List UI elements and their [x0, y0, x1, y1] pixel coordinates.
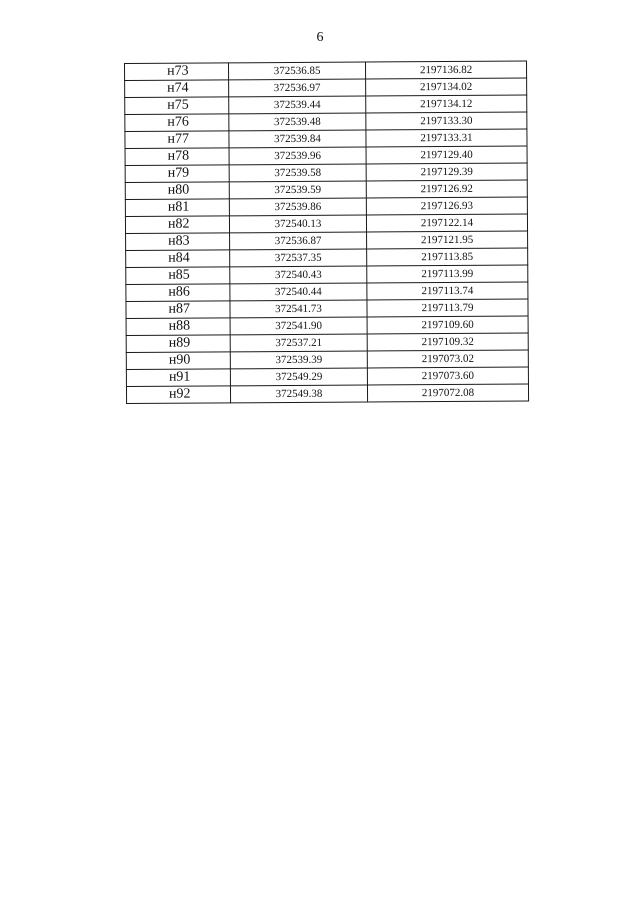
- table-row: [125, 112, 527, 131]
- point-name-cell: н75: [125, 97, 229, 115]
- table-row: [126, 384, 528, 403]
- y-coordinate-cell: 2197121.95: [367, 231, 528, 249]
- page-number: 6: [316, 30, 324, 45]
- point-name-cell: н82: [125, 216, 229, 234]
- table-row: [126, 231, 528, 250]
- point-name-cell: н85: [126, 267, 230, 285]
- x-coordinate-cell: 372539.44: [229, 96, 366, 114]
- point-name-cell: н90: [126, 352, 230, 370]
- x-coordinate-cell: 372541.73: [230, 300, 367, 318]
- point-name-cell: н87: [126, 301, 230, 319]
- point-name-cell: н84: [126, 250, 230, 268]
- table-row: [126, 248, 528, 267]
- table-row: [125, 61, 527, 80]
- x-coordinate-cell: 372549.38: [230, 385, 367, 403]
- x-coordinate-cell: 372549.29: [230, 368, 367, 386]
- table-row: [125, 180, 527, 199]
- y-coordinate-cell: 2197109.32: [367, 333, 528, 351]
- y-coordinate-cell: 2197113.79: [367, 299, 528, 317]
- table-row: [125, 163, 527, 182]
- coordinates-table-body: [125, 61, 529, 403]
- y-coordinate-cell: 2197133.31: [366, 129, 527, 147]
- table-row: [126, 333, 528, 352]
- table-row: [126, 282, 528, 301]
- y-coordinate-cell: 2197134.12: [366, 95, 527, 113]
- point-name-cell: н73: [125, 63, 229, 81]
- x-coordinate-cell: 372539.48: [229, 113, 366, 131]
- y-coordinate-cell: 2197072.08: [367, 384, 528, 402]
- point-name-cell: н92: [126, 386, 230, 404]
- coordinates-table: [124, 61, 529, 404]
- point-name-cell: н86: [126, 284, 230, 302]
- x-coordinate-cell: 372540.43: [230, 266, 367, 284]
- point-name-cell: н80: [125, 182, 229, 200]
- x-coordinate-cell: 372536.85: [229, 62, 366, 80]
- y-coordinate-cell: 2197122.14: [366, 214, 527, 232]
- y-coordinate-cell: 2197129.40: [366, 146, 527, 164]
- x-coordinate-cell: 372539.39: [230, 351, 367, 369]
- x-coordinate-cell: 372540.44: [230, 283, 367, 301]
- point-name-cell: н76: [125, 114, 229, 132]
- x-coordinate-cell: 372537.35: [230, 249, 367, 267]
- y-coordinate-cell: 2197113.74: [367, 282, 528, 300]
- table-row: [126, 265, 528, 284]
- table-row: [125, 214, 527, 233]
- point-name-cell: н89: [126, 335, 230, 353]
- y-coordinate-cell: 2197113.85: [367, 248, 528, 266]
- point-name-cell: н79: [125, 165, 229, 183]
- x-coordinate-cell: 372537.21: [230, 334, 367, 352]
- table-row: [125, 129, 527, 148]
- table-row: [126, 299, 528, 318]
- y-coordinate-cell: 2197126.93: [366, 197, 527, 215]
- x-coordinate-cell: 372536.87: [230, 232, 367, 250]
- x-coordinate-cell: 372539.59: [229, 181, 366, 199]
- x-coordinate-cell: 372541.90: [230, 317, 367, 335]
- point-name-cell: н83: [126, 233, 230, 251]
- y-coordinate-cell: 2197133.30: [366, 112, 527, 130]
- y-coordinate-cell: 2197134.02: [366, 78, 527, 96]
- y-coordinate-cell: 2197126.92: [366, 180, 527, 198]
- point-name-cell: н88: [126, 318, 230, 336]
- point-name-cell: н78: [125, 148, 229, 166]
- point-name-cell: н77: [125, 131, 229, 149]
- x-coordinate-cell: 372539.96: [229, 147, 366, 165]
- y-coordinate-cell: 2197129.39: [366, 163, 527, 181]
- point-name-cell: н74: [125, 80, 229, 98]
- x-coordinate-cell: 372536.97: [229, 79, 366, 97]
- table-row: [126, 316, 528, 335]
- table-row: [125, 146, 527, 165]
- x-coordinate-cell: 372540.13: [229, 215, 366, 233]
- y-coordinate-cell: 2197113.99: [367, 265, 528, 283]
- y-coordinate-cell: 2197136.82: [365, 61, 526, 79]
- y-coordinate-cell: 2197073.60: [367, 367, 528, 385]
- point-name-cell: н81: [125, 199, 229, 217]
- table-row: [125, 78, 527, 97]
- table-row: [125, 197, 527, 216]
- table-row: [126, 367, 528, 386]
- point-name-cell: н91: [126, 369, 230, 387]
- y-coordinate-cell: 2197073.02: [367, 350, 528, 368]
- table-row: [125, 95, 527, 114]
- x-coordinate-cell: 372539.84: [229, 130, 366, 148]
- x-coordinate-cell: 372539.86: [229, 198, 366, 216]
- y-coordinate-cell: 2197109.60: [367, 316, 528, 334]
- x-coordinate-cell: 372539.58: [229, 164, 366, 182]
- table-row: [126, 350, 528, 369]
